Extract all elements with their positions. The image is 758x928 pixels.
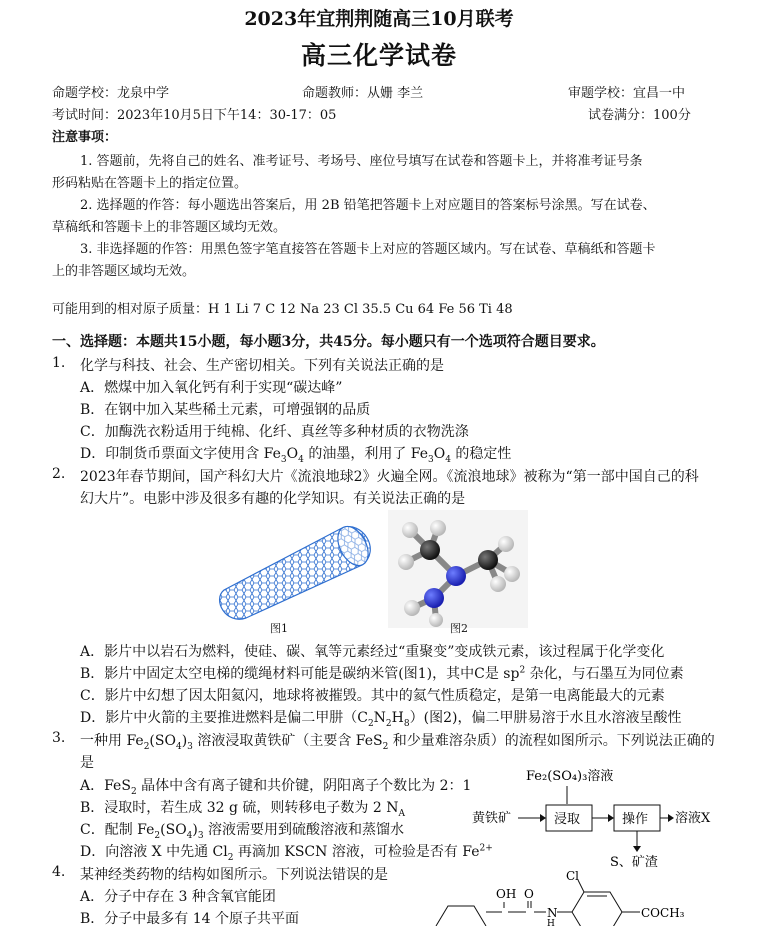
figure-1-label: 图1 [270,622,288,635]
q1-option-d: D．印制货币票面文字使用含 $Fe_3O_4$ 的油墨，利用了 $Fe_3O_4$ 的稳定性 [80,446,512,465]
q2-option-d: D．影片中火箭的主要推进燃料是偏二甲肼$(C_2N_2H_8)$(图2)，偏二甲肼易溶于水且水溶液呈酸性 [80,710,682,729]
flow-step-operate: 操作 [622,812,649,827]
q3-stem-line-1: 一种用 $Fe_2(SO_4)_3$ 溶液浸取黄铁矿（主要含 FeS$_2$ 和少量难溶杂质）的流程如图所示。下列说法正确的 [80,733,715,752]
review-school: 审题学校：宜昌一中 [568,86,686,101]
notice-item-3-line-1: 3. 非选择题的作答：用黑色签字笔直接答在答题卡上对应的答题区域内。写在试卷、草稿纸和答题卡 [80,242,656,257]
paper-title: 高三化学试卷 [300,41,457,70]
q3-option-a: A．FeS$_2$ 晶体中含有离子键和共价键，阴阳离子个数比为 2：1 [80,778,472,797]
notice-item-2-line-2: 草稿纸和答题卡上的非答题区域均无效。 [52,220,287,235]
flow-reagent: Fe₂(SO₄)₃溶液 [526,769,614,784]
q2-option-a: A．影片中以岩石为燃料，使硅、碳、氧等元素经过“重聚变”变成铁元素，该过程属于化学变化 [80,644,665,660]
drug-structure-figure [430,868,730,926]
q4-option-a: A．分子中存在 3 种含氧官能团 [80,889,276,905]
leaching-flowchart [470,762,720,870]
structure-acetyl: COCH₃ [641,906,685,920]
q1-option-a: A．燃煤中加入氧化钙有利于实现“碳达峰” [80,380,343,396]
q2-option-c: C．影片中幻想了因太阳氦闪，地球将被摧毁。其中的氦气性质稳定，是第一电离能最大的元素 [80,688,665,704]
q1-number: 1. [52,355,66,371]
q1-option-c: C．加酶洗衣粉适用于纯棉、化纤、真丝等多种材质的衣物洗涤 [80,424,469,440]
flow-product: 溶液X [675,811,711,826]
q3-stem-line-2: 是 [80,755,94,771]
q3-option-d: D．向溶液 X 中先通 $Cl_2$ 再滴加 KSCN 溶液，可检验是否有 $Fe^{2+}$ [80,843,493,863]
q2-option-b: B．影片中固定太空电梯的缆绳材料可能是碳纳米管(图1)，其中C是 $sp^2$ 杂化，与石墨互为同位素 [80,665,684,682]
q4-number: 4. [52,864,66,880]
q2-number: 2. [52,466,66,482]
flow-step-leach: 浸取 [554,812,581,827]
udmh-molecule-figure [388,510,528,628]
figure-2-label: 图2 [450,622,468,635]
atomic-masses: 可能用到的相对原子质量：H 1 Li 7 C 12 Na 23 Cl 35.5 Cu 64 Fe 56 Ti 48 [52,302,513,317]
notice-item-2-line-1: 2. 选择题的作答：每小题选出答案后，用 2B 铅笔把答题卡上对应题目的答案标号涂黑。写在试卷、 [80,198,656,213]
structure-nitrogen: N [547,906,558,920]
section-1-heading: 一、选择题：本题共15小题，每小题3分，共45分。每小题只有一个选项符合题目要求。 [52,334,605,350]
q1-stem: 化学与科技、社会、生产密切相关。下列有关说法正确的是 [80,358,444,374]
exam-title: 2023年宜荆荆随高三10月联考 [244,8,514,30]
q4-option-b: B．分子中最多有 14 个原子共平面 [80,911,300,927]
structure-chlorine: Cl [566,869,580,883]
q4-stem: 某神经类药物的结构如图所示。下列说法错误的是 [80,867,388,883]
q3-option-c: C．配制 $Fe_2(SO_4)_3$ 溶液需要用到硫酸溶液和蒸馏水 [80,822,405,841]
q3-option-b: B．浸取时，若生成 32 g 硫，则转移电子数为 2 $N_A$ [80,800,405,819]
set-teachers: 命题教师：从姗 李兰 [302,86,424,101]
flow-feed: 黄铁矿 [472,811,512,826]
exam-time: 考试时间：2023年10月5日下午14：30-17：05 [52,108,337,123]
full-score: 试卷满分：100分 [588,108,691,123]
set-school: 命题学校：龙泉中学 [52,86,170,101]
notice-item-1-line-1: 1. 答题前，先将自己的姓名、准考证号、考场号、座位号填写在试卷和答题卡上，并将准考证号条 [80,154,643,169]
structure-oh: OH [496,887,517,901]
q2-stem-line-1: 2023年春节期间，国产科幻大片《流浪地球2》火遍全网。《流浪地球》被称为“第一部中国自己的科 [80,469,699,485]
flow-residue: S、矿渣 [610,855,658,870]
notice-item-1-line-2: 形码粘贴在答题卡上的指定位置。 [52,176,248,191]
structure-carbonyl-o: O [524,887,534,901]
q2-stem-line-2: 幻大片”。电影中涉及很多有趣的化学知识。有关说法正确的是 [80,491,466,507]
q3-number: 3. [52,730,66,746]
notice-item-3-line-2: 上的非答题区域均无效。 [52,264,196,279]
structure-nh-hydrogen: H [547,919,555,926]
carbon-nanotube-figure [212,520,380,620]
q1-option-b: B．在钢中加入某些稀土元素，可增强钢的品质 [80,402,371,418]
notice-heading: 注意事项： [52,130,118,145]
